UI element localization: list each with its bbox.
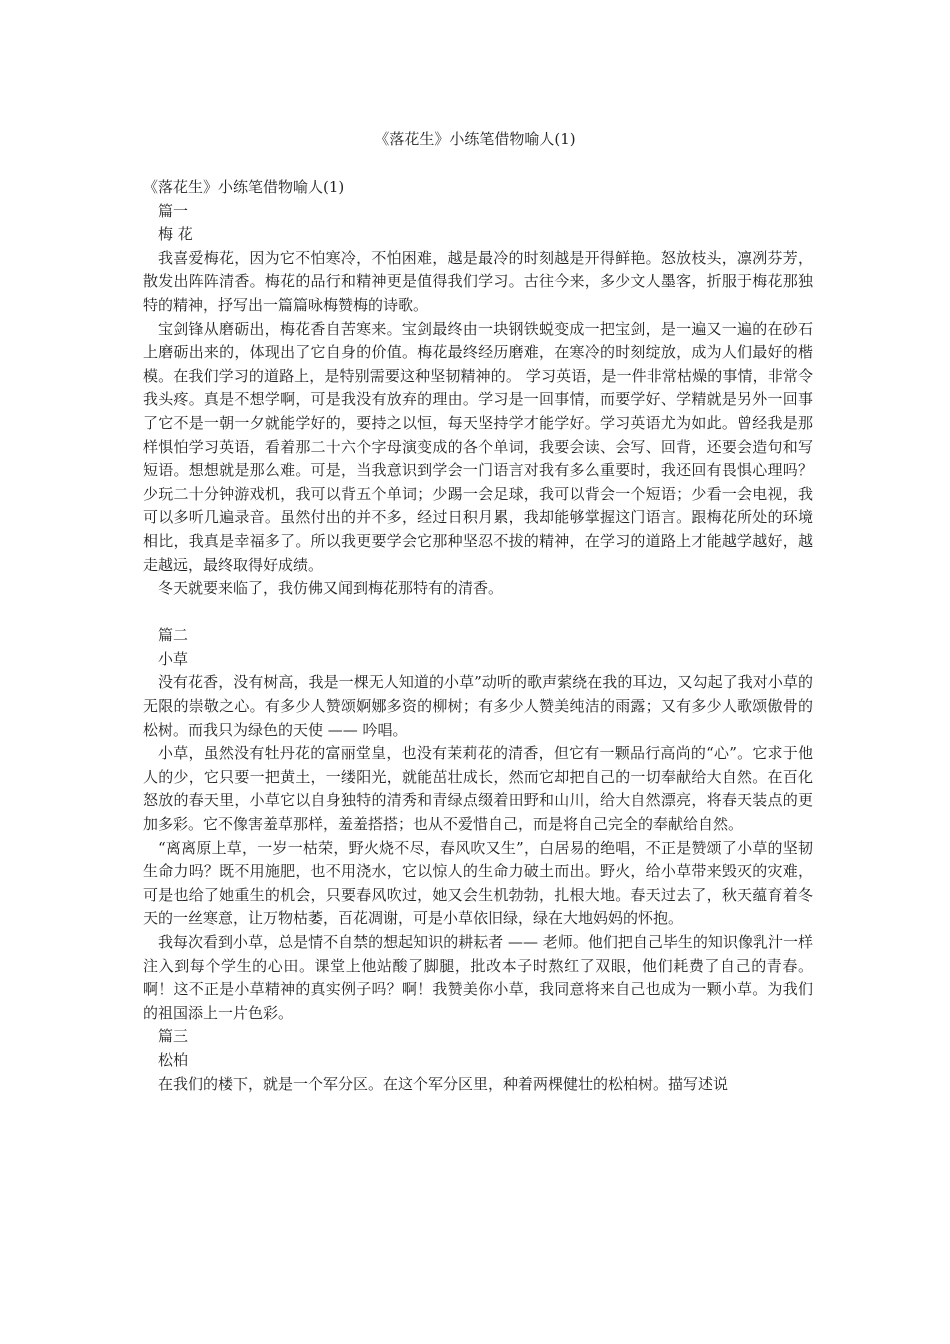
paragraph: 在我们的楼下，就是一个军分区。在这个军分区里，种着两棵健壮的松柏树。描写述说 xyxy=(158,1074,729,1093)
document-body xyxy=(143,176,813,1096)
section-heading: 小草 xyxy=(158,649,189,668)
document-title: 《落花生》小练笔借物喻人(1) xyxy=(374,130,576,148)
document-subtitle: 《落花生》小练笔借物喻人(1) xyxy=(143,178,345,196)
paragraph: 小草，虽然没有牡丹花的富丽堂皇，也没有茉莉花的清香，但它有一颗品行高尚的“心”。它求于他人的少，它只要一把黄土，一缕阳光，就能茁壮成长，然而它却把自己的一切奉献给大自然。在百化怒放的春天里，小草它以自身独特的清秀和青绿点缀着田野和山川，给大自然漂亮，将春天装点的更加多彩。它不像害羞草那样，羞羞搭搭；也从不爱惜自己，而是将自己完全的奉献给自然。 xyxy=(143,744,813,834)
section-heading: 松柏 xyxy=(158,1050,189,1069)
paragraph: 没有花香，没有树高，我是一棵无人知道的小草”动听的歌声萦绕在我的耳边，又勾起了我对小草的无限的崇敬之心。有多少人赞颂婀娜多资的柳树；有多少人赞美纯洁的雨露；又有多少人歌颂傲骨的松树。而我只为绿色的天使 —— 吟唱。 xyxy=(143,673,813,739)
paragraph: 冬天就要来临了，我仿佛又闻到梅花那特有的清香。 xyxy=(158,579,504,598)
section-heading: 梅 花 xyxy=(158,225,193,244)
paragraph: 我喜爱梅花，因为它不怕寒冷，不怕困难，越是最冷的时刻越是开得鲜艳。怒放枝头，凛冽芬芳，散发出阵阵清香。梅花的品行和精神更是值得我们学习。古往今来，多少文人墨客，折服于梅花那独特的精神，抒写出一篇篇咏梅赞梅的诗歌。 xyxy=(143,248,813,314)
section-label: 篇一 xyxy=(158,201,189,220)
section-label: 篇三 xyxy=(158,1027,189,1046)
paragraph: 宝剑锋从磨砺出，梅花香自苦寒来。宝剑最终由一块钢铁蜕变成一把宝剑，是一遍又一遍的在砂石上磨砺出来的，体现出了它自身的价值。梅花最终经历磨难，在寒冷的时刻绽放，成为人们最好的楷模。在我们学习的道路上，是特别需要这种坚韧精神的。 学习英语，是一件非常枯燥的事情，非常令我头疼。真是不想学啊，可是我没有放弃的理由。学习是一回事情，而要学好、学精就是另外一回事了它不是一朝一夕就能学好的，要持之以恒，每天坚持学才能学好。学习英语尤为如此。曾经我是那样惧怕学习英语，看着那二十六个字母演变成的各个单词，我要会读、会写、回背，还要会造句和写短语。想想就是那么难。可是，当我意识到学会一门语言对我有多么重要时，我还回有畏惧心理吗？少玩二十分钟游戏机，我可以背五个单词；少踢一会足球，我可以背会一个短语；少看一会电视，我可以多听几遍录音。虽然付出的并不多，经过日积月累，我却能够掌握这门语言。跟梅花所处的环境相比，我真是幸福多了。所以我更要学会它那种坚忍不拔的精神，在学习的道路上才能越学越好，越走越远，最终取得好成绩。 xyxy=(143,319,813,574)
section-label: 篇二 xyxy=(158,626,189,645)
paragraph: 我每次看到小草，总是情不自禁的想起知识的耕耘者 —— 老师。他们把自己毕生的知识像乳汁一样注入到每个学生的心田。课堂上他站酸了脚腿，批改本子时熬红了双眼，他们耗费了自己的青春。啊！这不正是小草精神的真实例子吗？啊！我赞美你小草，我同意将来自己也成为一颗小草。为我们的祖国添上一片色彩。 xyxy=(143,933,813,1022)
paragraph: “离离原上草，一岁一枯荣，野火烧不尽，春风吹又生”，白居易的绝唱，不正是赞颂了小草的坚韧生命力吗？既不用施肥，也不用浇水，它以惊人的生命力破土而出。野火，给小草带来毁灭的灾难，可是也给了她重生的机会，只要春风吹过，她又会生机勃勃，扎根大地。春天过去了，秋天蕴育着冬天的一丝寒意，让万物枯萎，百花凋谢，可是小草依旧绿，绿在大地妈妈的怀抱。 xyxy=(143,838,813,928)
section-spacer xyxy=(143,601,813,625)
